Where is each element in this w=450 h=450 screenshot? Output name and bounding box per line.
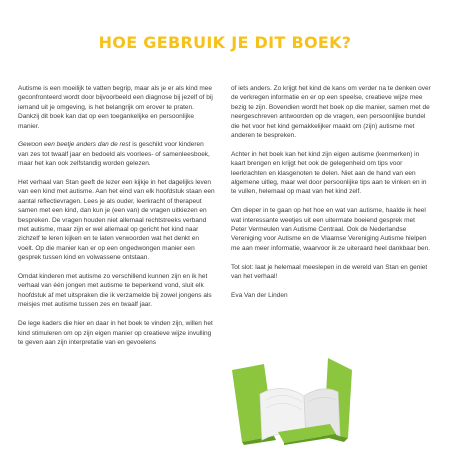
left-text-column: [18, 84, 216, 357]
paragraph-story: Het verhaal van Stan geeft de lezer een kijkje in het dagelijks leven van een kind met autisme. Aan het eind van elk hoofdstuk staan een aantal reflectievragen. Lees je als ouder, leerkracht of therapeut samen met een kind, dan kun je (een van) de vragen uitkiezen en bespreken. De vragen houden niet allemaal rechtstreeks verband met autisme, maar zijn er wel allemaal op gericht het kind naar zichzelf te leren kijken en te laten verwoorden wat het denkt en voelt. Op die manier kan er op een ongedwongen manier een gesprek tussen kind en volwassene ontstaan.: [18, 179, 215, 262]
author-signature: Eva Van der Linden: [231, 291, 288, 299]
right-text-column: [231, 84, 431, 310]
paragraph-acknowledgements: Om dieper in te gaan op het hoe en wat van autisme, haalde ik heel wat interessante weetjes uit een uitermate boeiend gesprek met Peter Vermeulen van Autisme Centraal. Ook de Nederlandse Vereniging voor Autisme en de Vlaamse Vereniging Autisme hielpen me aan meer informatie, waarvoor ik ze uiteraard heel dankbaar ben.: [231, 207, 431, 252]
paragraph-closing: Tot slot: laat je helemaal meeslepen in de wereld van Stan en geniet van het verhaal!: [231, 263, 428, 281]
paragraph-target-audience: [18, 140, 216, 168]
book-title-emphasis: Gewoon een beetje anders dan de rest: [18, 141, 131, 149]
page-title: HOE GEBRUIK JE DIT BOEK?: [98, 33, 352, 52]
paragraph-intro: Autisme is een moeilijk te vatten begrip, maar als je er als kind mee geconfronteerd wordt door bijvoorbeeld een diagnose bij jezelf of bij iemand uit je omgeving, is het belangrijk om erover te praten. Dankzij dit boek kan dat op een toegankelijke en persoonlijke manier.: [18, 85, 213, 130]
paragraph-continuation: of iets anders. Zo krijgt het kind de kans om verder na te denken over de verkregen informatie en er op een speelse, creatieve wijze mee bezig te zijn. Bovendien wordt het boek op die manier, samen met de neergeschreven antwoorden op de vragen, een persoonlijke bundel die het voor het kind gemakkelijker maakt om (zijn) autisme met anderen te bespreken.: [231, 85, 431, 140]
paragraph-back-of-book: Achter in het boek kan het kind zijn eigen autisme (kenmerken) in kaart brengen en krijgt het ook de gelegenheid om tips voor leerkrachten en klasgenoten te delen. Niet aan de hand van een algemene uitleg, maar wel door persoonlijke tips aan te vinken en in te vullen, helemaal op maat van het kind zelf.: [231, 150, 427, 196]
paragraph-empty-frames: De lege kaders die hier en daar in het boek te vinden zijn, willen het kind stimuleren om op zijn eigen manier op creatieve wijze invulling te geven aan zijn interpretatie van en gevoelens: [18, 320, 213, 346]
paragraph-target-audience-text: is geschikt voor kinderen van zes tot twaalf jaar en bedoeld als voorlees- of samenleesboek, maar het kan ook zelfstandig worden gelezen.: [18, 141, 210, 168]
open-books-illustration: [226, 348, 360, 445]
paragraph-quotes: Omdat kinderen met autisme zo verschillend kunnen zijn en ik het verhaal van één jongen met autisme te beperkend vond, sluit elk hoofdstuk af met uitspraken die ik verzamelde bij zowel jongens als meisjes met autisme tussen zes en twaalf jaar.: [18, 273, 212, 309]
